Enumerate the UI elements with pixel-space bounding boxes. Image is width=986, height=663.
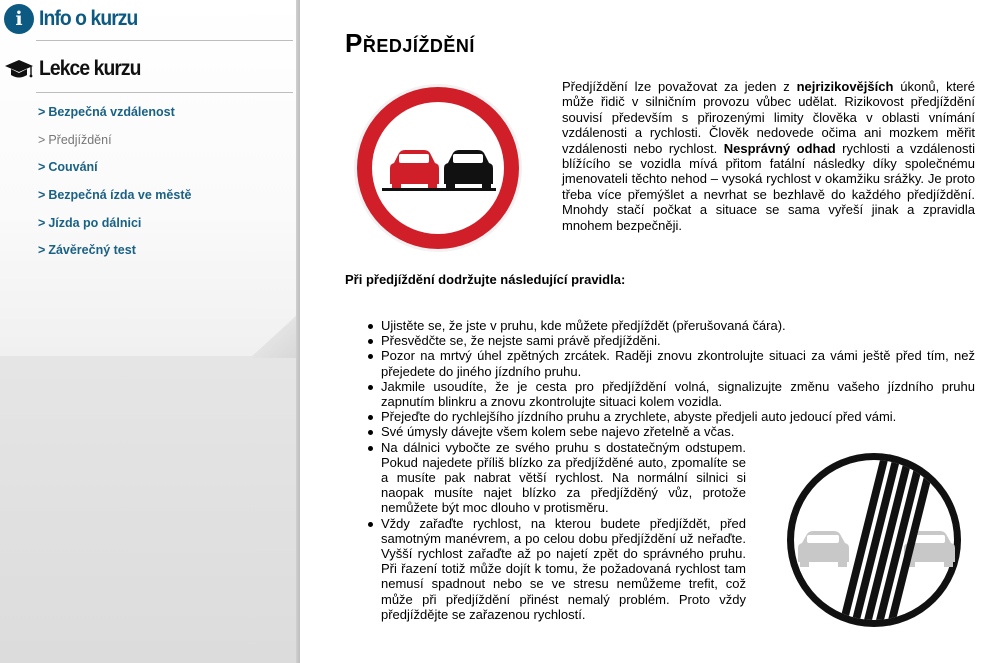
info-section-link[interactable] — [4, 4, 146, 34]
sidebar-item-label: Bezpečná vzdálenost — [48, 105, 175, 119]
intro-bold-1: nejrizikovějších — [796, 79, 894, 94]
list-item: Ujistěte se, že jste v pruhu, kde můžete předjíždět (přerušovaná čára). — [381, 318, 975, 333]
sidebar-item-label: Couvání — [48, 160, 98, 175]
sidebar — [0, 0, 300, 663]
list-item: Jakmile usoudíte, že je cesta pro předjíždění volná, signalizujte změnu vašeho jízdního pruhu zapnutím blinkru a znovu zkontrolujte situaci kolem vozidla. — [381, 378, 975, 410]
nav-arrow: > — [38, 105, 46, 119]
list-item: Vždy zařaďte rychlost, na kterou budete předjíždět, před samotným manévrem, a po celou dobu předjíždění už neřaďte. Vyšší rychlost zařaďte až po najetí zpět do správného pruhu. Při řazení totiž může dojít k tomu, že požadovaná rychlost tam nemusí spadnout nebo se ve stresu nemůžeme trefit, což může při předjíždění přinést nemalý problém. Proto vždy předjíždějte se zařazenou rychlostí. — [381, 515, 746, 622]
intro-text-2: úkonů, které může řidič v silničním provozu vůbec udělat. Rizikovost předjíždění souvisí především s přirozenými limity člověka v oblasti vnímání vzdálenosti a rychlosti. Člověk nedovede očima ani mozkem měřit vzdálenosti nebo rychlost. — [562, 79, 975, 156]
sidebar-divider — [36, 40, 293, 41]
lesson-nav — [38, 103, 191, 269]
list-item: Na dálnici vybočte ze svého pruhu s dostatečným odstupem. Pokud najedete příliš blízko za předjížděné auto, zpomalíte se a musíte pak nabrat větší rychlost. Na normální silnici si naopak musíte najet blízko za předjížděný vůz, protože nemůžete být moc dlouho v protisměru. — [381, 439, 746, 516]
list-item: Přejeďte do rychlejšího jízdního pruhu a zrychlete, abyste předjeli auto jedoucí před vámi. — [381, 409, 975, 424]
sidebar-item-bezpecna-vzdalenost[interactable] — [38, 103, 191, 131]
intro-text-3: rychlosti a vzdálenosti blížícího se vozidla mívá přitom fatální následky díky společnému jmenovateli těchto nehod – vysoká rychlost v okamžiku srážky. Je proto třeba více přemýšlet a nevrhat se bezhlavě do každého předjíždění. Mnohdy stačí počkat a situace se sama vyřeší jinak a zpravidla mnohem bezpečněji. — [562, 140, 975, 233]
info-icon: i — [4, 4, 34, 34]
list-item: Přesvědčte se, že nejste sami právě předjížděni. — [381, 333, 975, 348]
sidebar-item-label: Jízda po dálnici — [48, 215, 142, 230]
list-item: Své úmysly dávejte všem kolem sebe najevo zřetelně a včas. — [381, 424, 975, 439]
sidebar-item-label: Bezpečná ízda ve městě — [48, 188, 192, 203]
main-content — [300, 0, 986, 663]
intro-text-1: Předjíždění lze považovat za jeden z — [562, 79, 797, 94]
lessons-section-title[interactable]: Lekce kurzu — [39, 57, 141, 80]
sidebar-divider — [36, 92, 293, 93]
sidebar-item-predjizdeni[interactable] — [38, 131, 191, 159]
page-title: Předjíždění — [345, 28, 475, 58]
sidebar-item-label: Předjíždění — [48, 132, 112, 147]
sidebar-item-jizda-po-dalnici[interactable] — [38, 214, 191, 242]
sidebar-item-couvani[interactable] — [38, 158, 191, 186]
nav-arrow: > — [38, 188, 46, 203]
sidebar-item-zaverecny-test[interactable] — [38, 241, 191, 269]
sidebar-item-jizda-ve-meste[interactable] — [38, 186, 191, 214]
nav-arrow: > — [38, 160, 46, 175]
sidebar-item-label: Závěrečný test — [48, 243, 136, 258]
nav-arrow: > — [38, 132, 46, 147]
nav-arrow: > — [38, 215, 46, 230]
lessons-section-link[interactable] — [4, 56, 149, 82]
end-of-no-overtaking-sign-icon — [786, 452, 962, 628]
graduation-cap-icon — [4, 56, 34, 82]
intro-bold-2: Nesprávný odhad — [723, 140, 836, 156]
nav-arrow: > — [38, 243, 46, 258]
info-section-title[interactable]: Info o kurzu — [39, 7, 138, 30]
intro-paragraph — [562, 79, 975, 233]
list-item: Pozor na mrtvý úhel zpětných zrcátek. Raději znovu zkontrolujte situaci za vámi ještě před tím, než přejedete do jiného jízdního pruhu. — [381, 348, 975, 379]
no-overtaking-sign-icon — [352, 82, 524, 254]
rules-heading: Při předjíždění dodržujte následující pravidla: — [345, 272, 626, 287]
